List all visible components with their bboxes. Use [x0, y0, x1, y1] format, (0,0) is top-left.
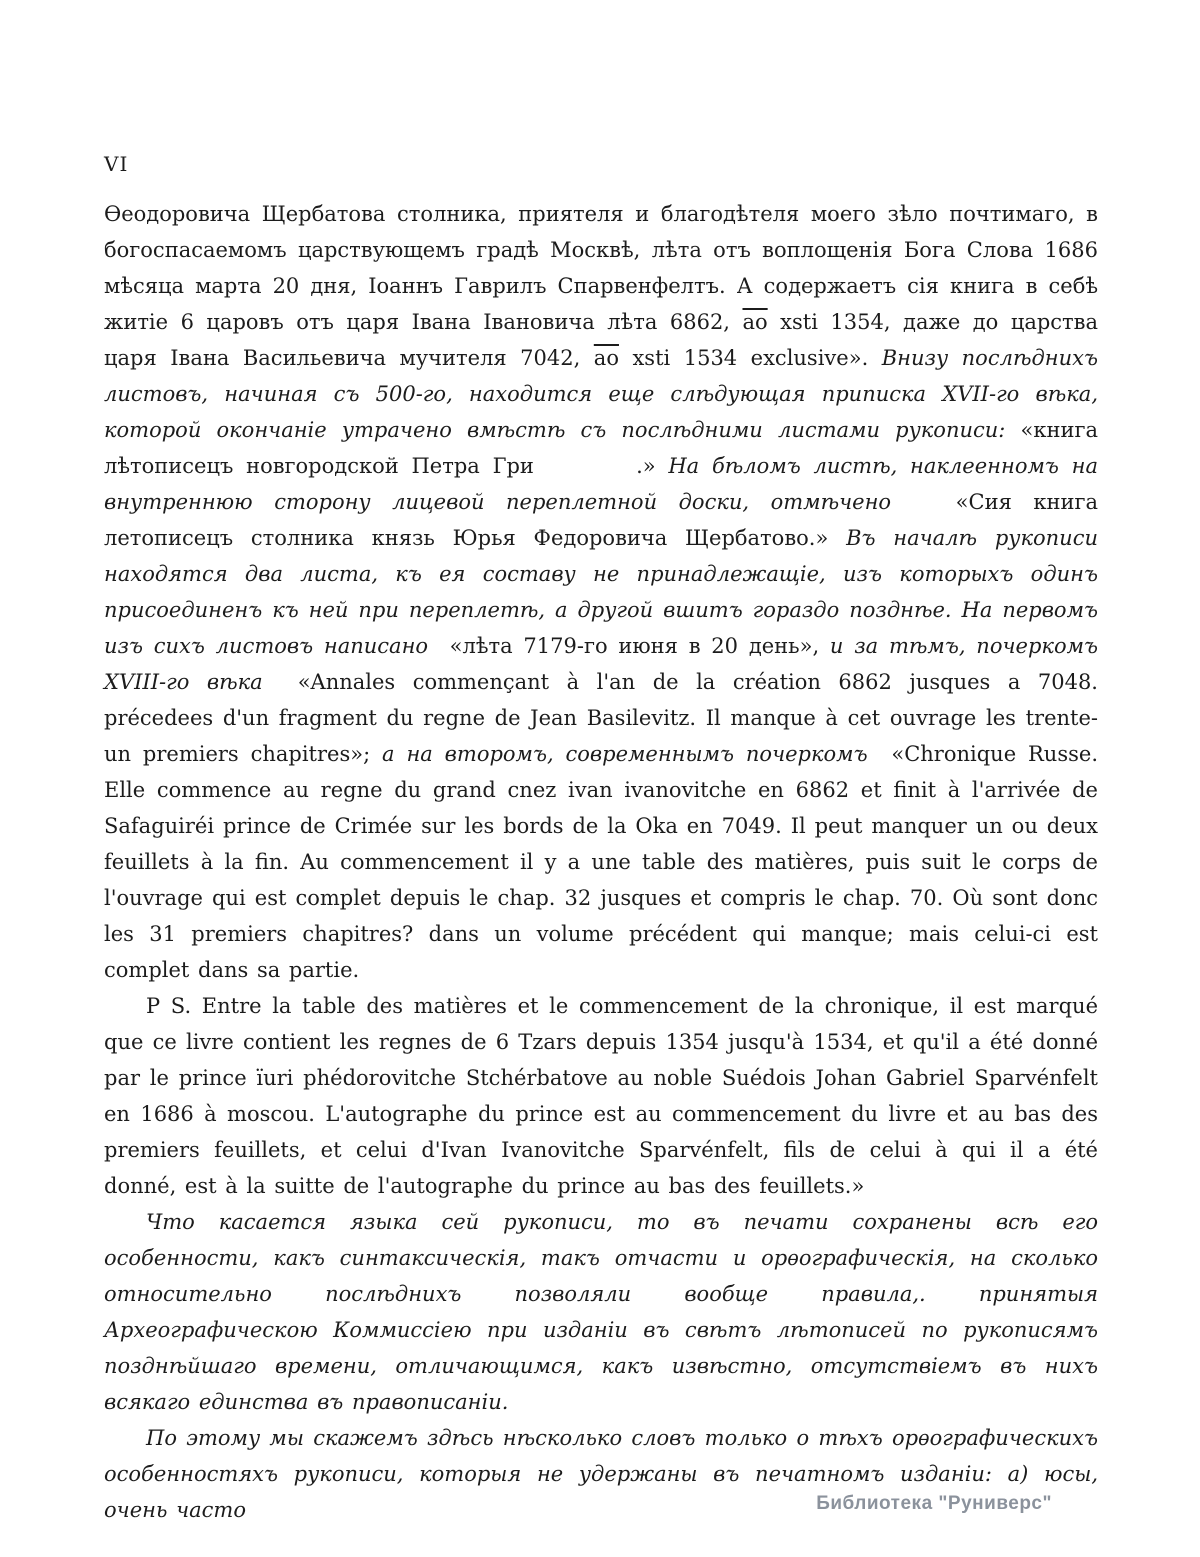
text-block: [104, 196, 1098, 1528]
text-segment: «книга лѣтописецъ новгородской Петра Гри .»: [104, 418, 1098, 478]
text-segment: и за тѣмъ, почеркомъ XVIII-го вѣка: [104, 634, 1098, 694]
text-segment: ао: [593, 346, 619, 370]
text-segment: Ѳеодоровича Щербатова столника, приятеля и благодѣтеля моего зѣло почтимаго, в богоспасаемомъ царствующемъ градѣ Москвѣ, лѣта отъ воплощенія Бога Слова 1686 мѣсяца марта 20 дня, Іоаннъ Гаврилъ Спарвенфелтъ. А содержаетъ сія книга в себѣ житіе 6 царовъ отъ царя Івана Івановича лѣта 6862,: [104, 202, 1098, 334]
text-segment: «лѣта 7179-го июня в 20 день»,: [449, 634, 830, 658]
text-segment: P S. Entre la table des matières et le commencement de la chronique, il est marqué que ce livre contient les regnes de 6 Tzars depuis 1354 jusqu'à 1534, et qu'il a été donné par le prince ïuri phédorovitche Stchérbatove au noble Suédois Johan Gabriel Sparvénfelt en 1686 à moscou. L'autographe du prince est au commencement du livre et au bas des premiers feuillets, et celui d'Ivan Ivanovitche Sparvénfelt, fils de celui à qui il a été donné, est à la suitte de l'autographe du prince au bas des feuillets.»: [104, 994, 1098, 1198]
text-segment: Что касается языка сей рукописи, то въ печати сохранены всѣ его особенности, какъ синтаксическія, такъ отчасти и орѳографическія, на сколько относительно послѣднихъ позволяли вообще правила,. принятыя Археографическою Коммиссіею при изданіи въ свѣтъ лѣтописей по рукописямъ позднѣйшаго времени, отличающимся, какъ извѣстно, отсутствіемъ въ нихъ всякаго единства въ правописаніи.: [104, 1210, 1098, 1414]
library-watermark: Библиотека "Руниверс": [816, 1493, 1052, 1514]
text-segment: По этому мы скажемъ здѣсь нѣсколько словъ только о тѣхъ орѳографическихъ особенностяхъ рукописи, которыя не удержаны въ печатномъ изданіи: а) юсы, очень часто: [104, 1426, 1098, 1522]
text-segment: Въ началѣ рукописи находятся два листа, къ ея составу не принадлежащіе, изъ которыхъ одинъ присоединенъ къ ней при переплетѣ, а другой вшитъ гораздо позднѣе. На первомъ изъ сихъ листовъ написано: [104, 526, 1098, 658]
text-segment: а на второмъ, современнымъ почеркомъ: [382, 742, 892, 766]
text-segment: xsti 1534 exclusive».: [618, 346, 882, 370]
text-segment: На бѣломъ листѣ, наклеенномъ на внутреннюю сторону лицевой переплетной доски, отмѣчено: [104, 454, 1098, 514]
text-segment: Внизу послѣднихъ листовъ, начиная съ 500-го, находится еще слѣдующая приписка XVII-го вѣка, которой окончаніе утрачено вмѣстѣ съ послѣдними листами рукописи:: [104, 346, 1098, 442]
text-segment: xsti 1354, даже до царства царя Івана Васильевича мучителя 7042,: [104, 310, 1099, 370]
book-page: [104, 152, 1098, 1528]
paragraph: [104, 988, 1098, 1204]
paragraph: [104, 1204, 1098, 1420]
text-segment: «Сия книга летописецъ столника князь Юрья Федоровича Щербатово.»: [104, 490, 1099, 550]
page-number: VI: [104, 152, 129, 176]
paragraph: [104, 196, 1098, 988]
text-segment: «Annales commençant à l'an de la création 6862 jusques a 7048. précedees d'un fragment du regne de Jean Basilevitz. Il manque à cet ouvrage les trente-un premiers chapitres»;: [104, 670, 1098, 766]
text-segment: «Chronique Russe. Elle commence au regne du grand cnez ivan ivanovitche en 6862 et finit à l'arrivée de Safaguiréi prince de Crimée sur les bords de la Oka en 7049. Il peut manquer un ou deux feuillets à la fin. Au commencement il y a une table des matières, puis suit le corps de l'ouvrage qui est complet depuis le chap. 32 jusques et compris le chap. 70. Où sont donc les 31 premiers chapitres? dans un volume précédent qui manque; mais celui-ci est complet dans sa partie.: [104, 742, 1098, 982]
text-segment: ао: [742, 310, 768, 334]
